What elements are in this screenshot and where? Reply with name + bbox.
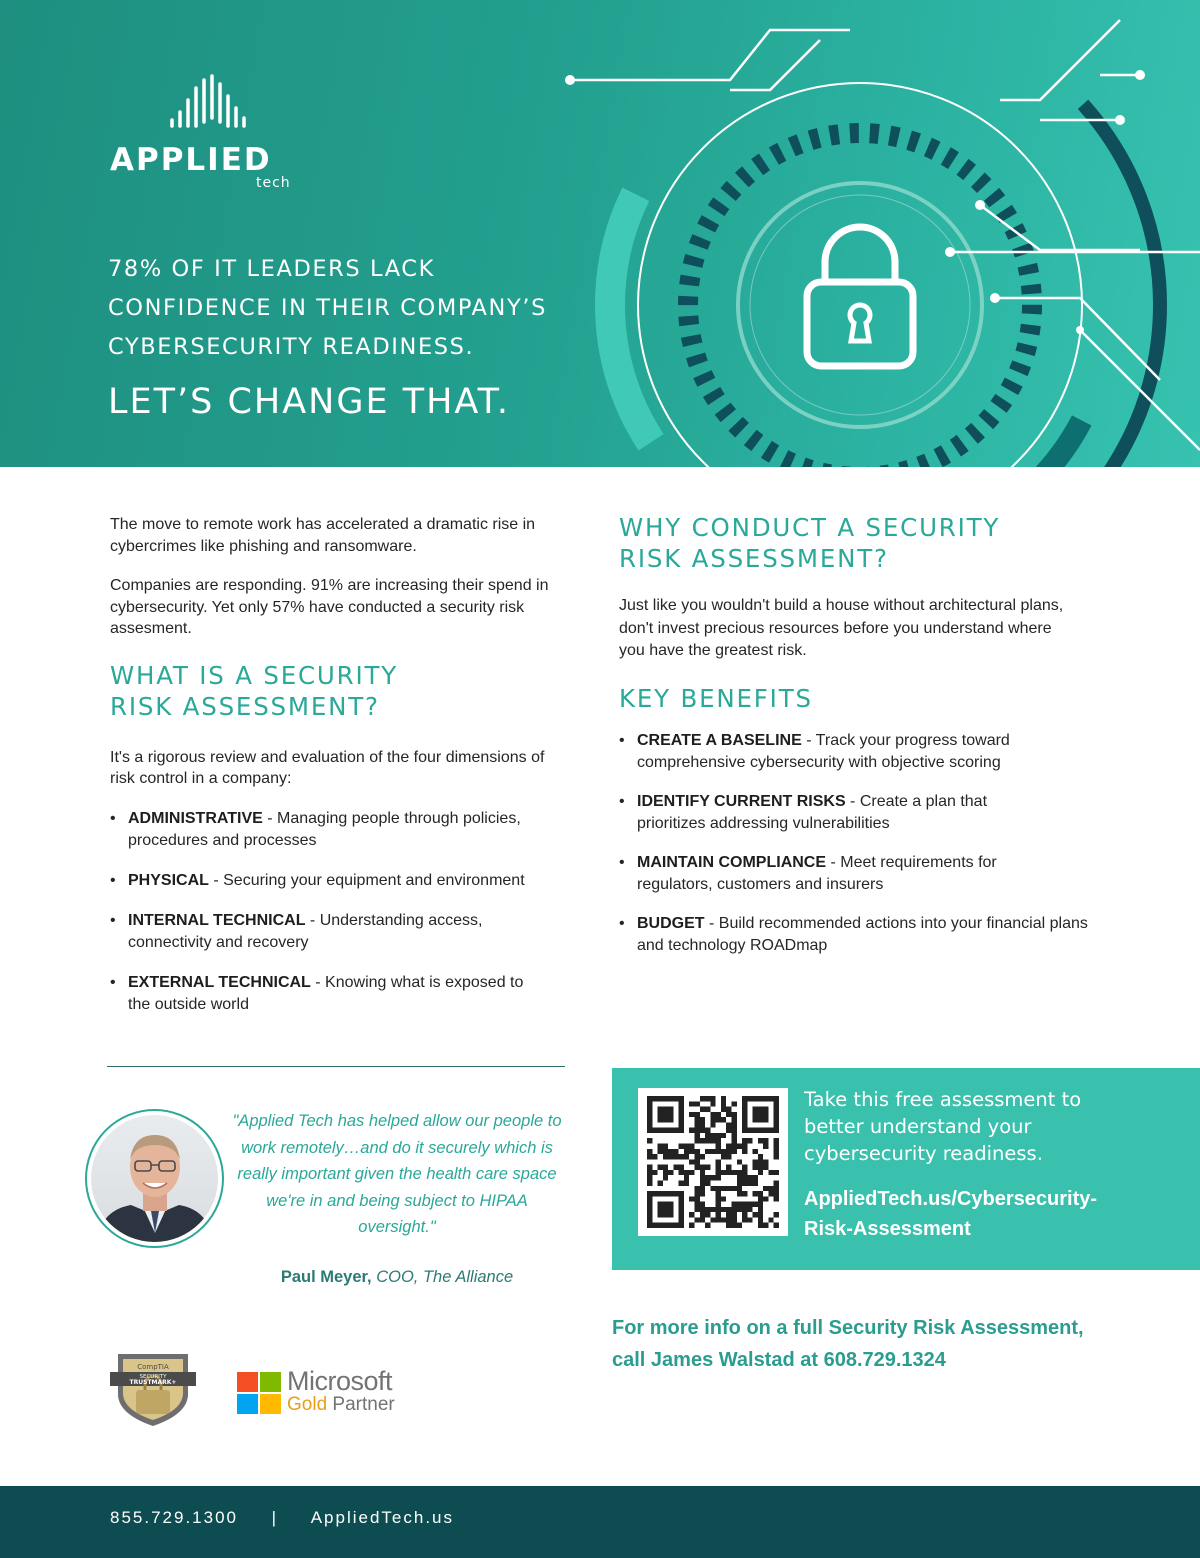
list-item-text: - Managing people through policies, procedures and processes (128, 809, 521, 849)
person-photo (91, 1115, 218, 1242)
heading-line: RISK ASSESSMENT? (110, 691, 380, 721)
list-item-text: - Meet requirements for regulators, customers and insurers (637, 853, 997, 893)
cta-text: Take this free assessment to better understand your cybersecurity readiness. (804, 1088, 1082, 1165)
hero-stat-line: 78% OF IT LEADERS LACK (108, 256, 435, 282)
microsoft-gold-partner-logo (237, 1366, 437, 1416)
list-item (110, 972, 570, 1016)
qr-modules (647, 1096, 779, 1228)
list-item-text: - Knowing what is exposed to the outside world (128, 973, 524, 1013)
hero-stat-line: CONFIDENCE IN THEIR COMPANY’S (108, 295, 547, 321)
list-item-term: ADMINISTRATIVE (128, 809, 263, 827)
list-item-term: EXTERNAL TECHNICAL (128, 973, 311, 991)
microsoft-name: Microsoft (287, 1366, 393, 1396)
footer-contact: 855.729.1300 | AppliedTech.us (110, 1508, 454, 1527)
logo-bars-icon (166, 72, 256, 132)
more-info-line: For more info on a full Security Risk Assessment, (612, 1317, 1084, 1339)
trustmark-brand: CompTIA (137, 1363, 169, 1371)
list-item (619, 791, 1099, 835)
heading-line: WHAT IS A SECURITY (110, 660, 399, 690)
footer-bar (0, 1486, 1200, 1558)
assessment-link-line: AppliedTech.us/Cybersecurity- (804, 1188, 1098, 1210)
padlock-icon (807, 227, 913, 366)
list-item-term: BUDGET (637, 914, 705, 932)
intro-paragraph: The move to remote work has accelerated a dramatic rise in cybercrimes like phishing and ransomware. (110, 516, 536, 555)
more-info-contact (612, 1312, 1172, 1376)
list-item (110, 870, 570, 892)
list-item-term: CREATE A BASELINE (637, 731, 802, 749)
hero-banner (0, 0, 1200, 467)
definition-paragraph: It's a rigorous review and evaluation of the four dimensions of risk control in a company: (110, 748, 545, 787)
qr-code[interactable] (638, 1088, 788, 1236)
risk-dimensions-list (110, 808, 570, 1016)
list-item-text: - Track your progress toward comprehensive cybersecurity with objective scoring (637, 731, 1010, 771)
list-item (619, 852, 1099, 896)
heading-line: WHY CONDUCT A SECURITY (619, 513, 1001, 542)
hero-headline: LET’S CHANGE THAT. (108, 382, 510, 422)
list-item (110, 808, 570, 852)
list-item-text: - Understanding access, connectivity and recovery (128, 911, 483, 951)
trustmark-line: TRUSTMARK+ (129, 1379, 177, 1386)
section-divider (107, 1066, 565, 1067)
hero-statistic (108, 250, 568, 367)
testimonial-name: Paul Meyer, (280, 1268, 372, 1286)
partner-label: Partner (327, 1394, 395, 1415)
testimonial-quote: "Applied Tech has helped allow our people to work remotely…and do it securely which is really important given the health care space we're in and being subject to HIPAA oversight." (232, 1112, 562, 1236)
list-item (619, 913, 1099, 957)
intro-paragraph: Companies are responding. 91% are increasing their spend in cybersecurity. Yet only 57% have conducted a security risk assesment. (110, 577, 549, 637)
list-item-term: INTERNAL TECHNICAL (128, 911, 306, 929)
gold-label: Gold (287, 1394, 328, 1415)
list-item-term: IDENTIFY CURRENT RISKS (637, 792, 846, 810)
list-item (110, 910, 570, 954)
logo-subtext: tech (256, 175, 291, 191)
list-item (619, 730, 1099, 774)
key-benefits-heading: KEY BENEFITS (619, 683, 813, 713)
why-paragraph: Just like you wouldn't build a house without architectural plans, don't invest precious resources before you understand where you have the greatest risk. (619, 597, 1064, 659)
testimonial-title: COO, The Alliance (371, 1268, 514, 1286)
why-conduct-heading (619, 512, 1099, 574)
list-item-term: PHYSICAL (128, 871, 209, 889)
heading-line: RISK ASSESSMENT? (619, 544, 889, 573)
left-column (110, 514, 570, 1016)
list-item-text: - Create a plan that prioritizes addressing vulnerabilities (637, 792, 988, 832)
trustmark-line: SECURITY (139, 1374, 167, 1380)
assessment-link[interactable] (804, 1184, 1164, 1244)
list-item-term: MAINTAIN COMPLIANCE (637, 853, 827, 871)
testimonial-attribution (232, 1268, 562, 1287)
assessment-link-line: Risk-Assessment (804, 1218, 971, 1240)
list-item-text: - Securing your equipment and environment (208, 871, 525, 889)
assessment-cta-box (612, 1068, 1200, 1270)
list-item-text: - Build recommended actions into your financial plans and technology ROADmap (637, 914, 1088, 954)
more-info-phone[interactable]: call James Walstad at 608.729.1324 (612, 1349, 946, 1371)
comptia-trustmark-badge (110, 1350, 196, 1428)
logo-wordmark: APPLIED (110, 142, 272, 178)
gold-partner-label (287, 1394, 395, 1416)
microsoft-squares-icon (237, 1372, 283, 1414)
avatar (85, 1109, 224, 1248)
what-is-heading (110, 660, 570, 722)
qr-code-icon (646, 1096, 780, 1228)
key-benefits-list (619, 730, 1099, 957)
hero-stat-line: CYBERSECURITY READINESS. (108, 334, 475, 360)
security-lock-graphic (520, 0, 1200, 467)
right-column (619, 512, 1099, 957)
